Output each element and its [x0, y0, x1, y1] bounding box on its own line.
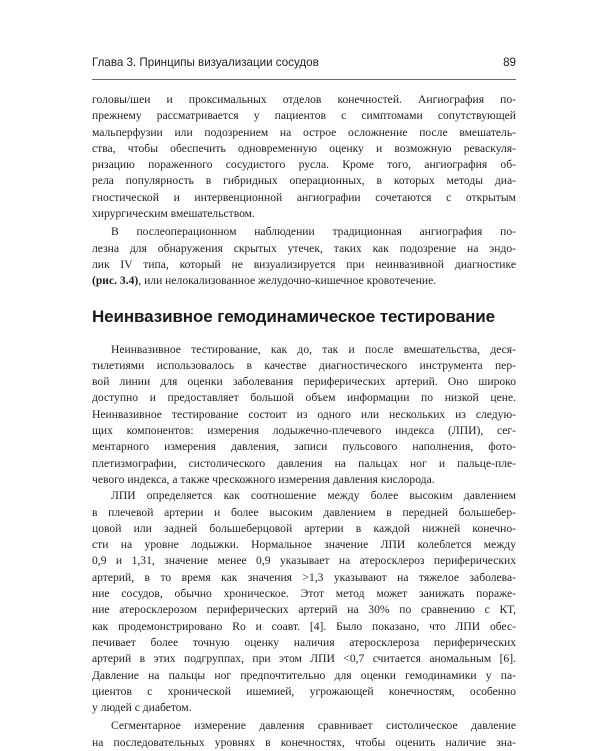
paragraph-5: [92, 718, 516, 751]
text-line: лик IV типа, который не визуализируется при неинвазивной диагностике: [92, 257, 516, 271]
text-line: гностической и интервенционной ангиографии сочетаются с открытым: [92, 190, 516, 204]
figure-reference-line: [92, 273, 516, 289]
text-line: рела популярность в гибридных операционных, в которых методы диа-: [92, 174, 516, 188]
text-line: на последовательных уровнях в конечностях, чтобы оценить наличие зна-: [92, 735, 516, 749]
paragraph-3: [92, 342, 516, 489]
text-line: печивает более точную оценку наличия атеросклероза периферических: [92, 635, 516, 649]
paragraph-2: [92, 224, 516, 289]
running-header: [92, 56, 516, 74]
text-line: цовой или задней большеберцовой артерии в каждой нижней конечно-: [92, 521, 516, 535]
text-line: ние атеросклерозом периферических артерий на 30% по сравнению с КТ,: [92, 603, 516, 617]
text-run: , или нелокализованное желудочно-кишечное кровотечение.: [138, 274, 437, 288]
text-line: в плечевой артерии и более высоким давлением в передней большебер-: [92, 505, 516, 519]
text-line: 0,9 и 1,31, значение менее 0,9 указывает на атеросклероз периферических: [92, 554, 516, 568]
section-heading: Неинвазивное гемодинамическое тестирование: [92, 306, 495, 326]
text-line: Давление на пальцы ног предпочтительно для оценки гемодинамики у па-: [92, 668, 516, 682]
text-line: щих компонентов: измерения лодыжечно-плечевого индекса (ЛПИ), сег-: [92, 424, 516, 438]
text-line: плетизмографии, систолического давления на пальцах ног и пальце-пле-: [92, 456, 516, 470]
text-line: головы/шеи и проксимальных отделов конечностей. Ангиография по-: [92, 93, 516, 106]
body-text: [92, 92, 516, 751]
text-line: ризацию пораженного сосудистого русла. Кроме того, ангиография об-: [92, 158, 516, 172]
paragraph-1: [92, 92, 516, 222]
text-line: В послеоперационном наблюдении традиционная ангиография по-: [111, 225, 516, 239]
text-line: мальперфузии или подозрением на острое осложнение после вмешатель-: [92, 125, 516, 139]
text-line: артерий в этих подгруппах, при этом ЛПИ <0,7 считается аномальным [6].: [92, 652, 516, 666]
header-rule: [92, 79, 516, 80]
paragraph-4: [92, 488, 516, 716]
text-line: Неинвазивное тестирование состоит из одного или нескольких из следую-: [92, 407, 516, 421]
text-line: артерий, в то время как значения >1,3 указывают на тяжелое заболева-: [92, 570, 516, 584]
text-line: доступно и предоставляет большой объем информации по низкой цене.: [92, 391, 516, 405]
text-line: прежнему рассматривается у пациентов с симптомами сопутствующей: [92, 109, 516, 123]
text-line: как продемонстрировано Ro и соавт. [4]. Было показано, что ЛПИ обес-: [92, 619, 516, 633]
figure-reference-link[interactable]: (рис. 3.4): [92, 274, 139, 288]
text-line: хирургическим вмешательством.: [92, 207, 255, 221]
text-line: ментарного измерения давления, записи пульсового наполнения, фото-: [92, 440, 516, 454]
text-line: лезна для обнаружения скрытых утечек, таких как подозрение на эндо-: [92, 241, 516, 255]
text-line: ние сосудов, обычно хроническое. Этот метод может занижать пораже-: [92, 587, 516, 601]
text-line: Неинвазивное тестирование, как до, так и после вмешательства, деся-: [111, 342, 516, 356]
text-line: у людей с диабетом.: [92, 701, 192, 715]
text-line: Сегментарное измерение давления сравнивает систолическое давление: [111, 719, 516, 733]
text-line: тилетиями использовалось в качестве диагностического инструмента пер-: [92, 358, 516, 372]
text-line: чевого индекса, а также чрескожного измерения давления кислорода.: [92, 472, 435, 486]
text-line: ства, чтобы обеспечить одновременную оценку и возможную реваскуля-: [92, 141, 516, 155]
page-number: 89: [503, 56, 516, 69]
text-line: сти на уровне лодыжки. Нормальное значение ЛПИ колеблется между: [92, 538, 516, 552]
text-line: вой линии для оценки заболевания периферических артерий. Оно широко: [92, 375, 516, 389]
chapter-title: Глава 3. Принципы визуализации сосудов: [92, 56, 319, 69]
text-line: циентов с хронической ишемией, угрожающей конечностям, особенно: [92, 684, 516, 698]
text-line: ЛПИ определяется как соотношение между более высоким давлением: [111, 489, 516, 503]
